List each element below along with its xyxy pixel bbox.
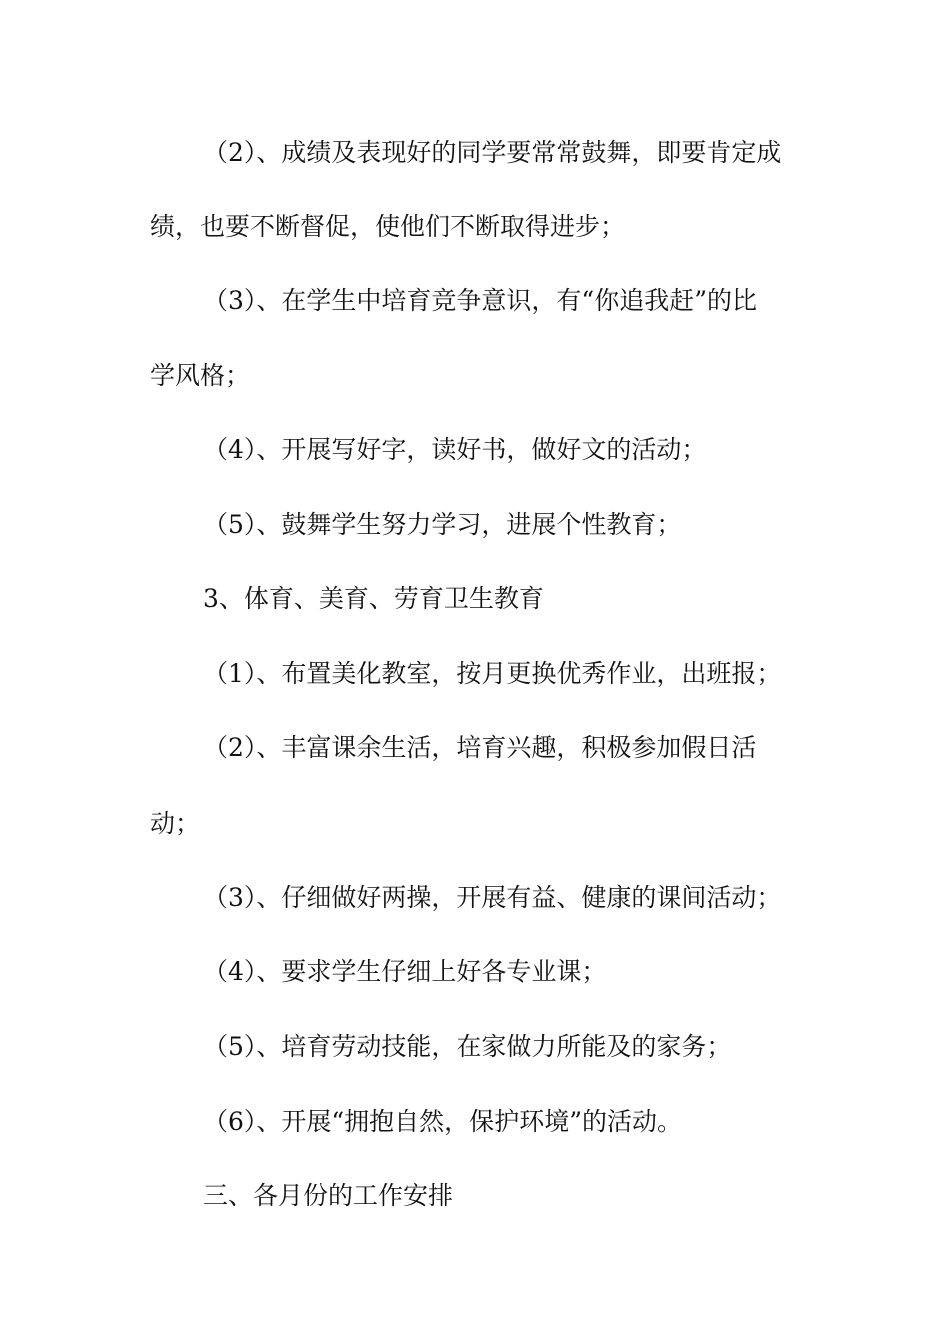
- section-heading: 3、体育、美育、劳育卫生教育: [203, 584, 544, 613]
- text-line: （3）、仔细做好两操，开展有益、健康的课间活动；: [203, 883, 782, 912]
- text-line: （4）、要求学生仔细上好各专业课；: [203, 957, 607, 986]
- section-heading: 三、各月份的工作安排: [203, 1181, 454, 1210]
- text-line: （2）、丰富课余生活，培育兴趣，积极参加假日活: [203, 733, 757, 762]
- text-line: （3）、在学生中培育竞争意识，有“你追我赶”的比: [203, 286, 757, 315]
- text-line: 动；: [150, 809, 201, 838]
- text-line: 学风格；: [150, 361, 251, 390]
- text-line: （4）、开展写好字，读好书，做好文的活动；: [203, 435, 707, 464]
- text-line: （2）、成绩及表现好的同学要常常鼓舞，即要肯定成: [203, 138, 782, 167]
- text-line: （1）、布置美化教室，按月更换优秀作业，出班报；: [203, 659, 782, 688]
- text-line: （5）、培育劳动技能，在家做力所能及的家务；: [203, 1032, 732, 1061]
- text-line: （5）、鼓舞学生努力学习，进展个性教育；: [203, 510, 682, 539]
- text-line: 绩，也要不断督促，使他们不断取得进步；: [150, 212, 626, 241]
- text-line: （6）、开展“拥抱自然，保护环境”的活动。: [203, 1107, 682, 1136]
